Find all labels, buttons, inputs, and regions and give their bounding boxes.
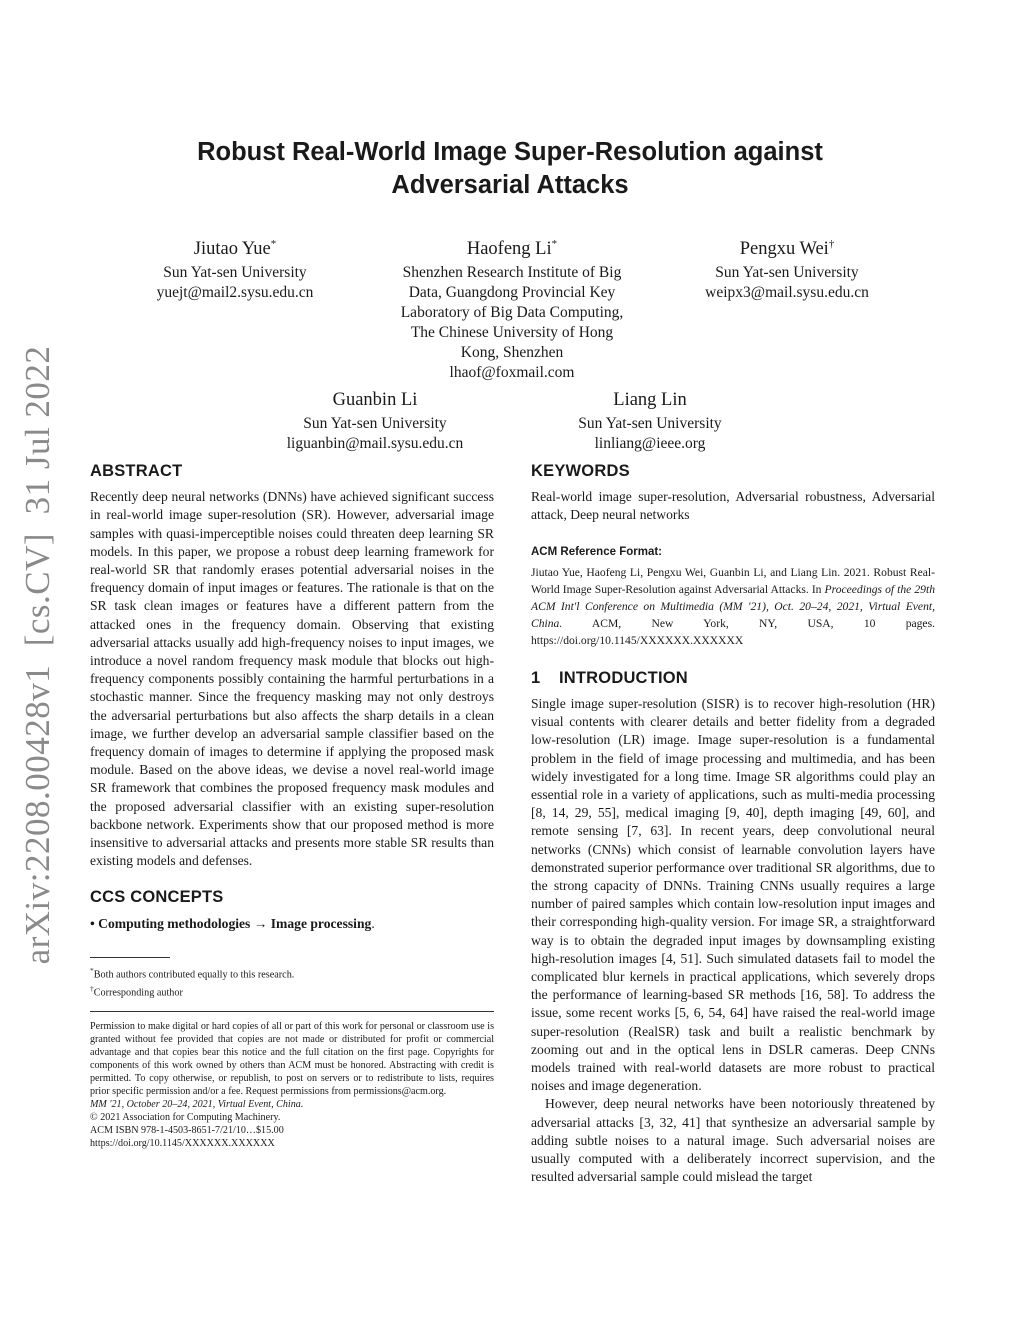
title-line-1: Robust Real-World Image Super-Resolution against	[197, 138, 823, 166]
author-affiliation: Sun Yat-sen University	[715, 264, 859, 282]
author-email: yuejt@mail2.sysu.edu.cn	[156, 284, 314, 302]
footnote-1	[90, 964, 494, 982]
author-affiliation: Kong, Shenzhen	[460, 344, 564, 362]
abstract-text: Recently deep neural networks (DNNs) have achieved significant success in real-world image super-resolution (SR). However, adversarial image samples with quasi-imperceptible noises could threaten deep learning SR models. In this paper, we propose a robust deep learning framework for real-world SR that randomly erases potential adversarial noises in the frequency domain of input images or features. The rationale is that on the SR task clean images or features have a different pattern from the attacked ones in the frequency domain. Observing that existing adversarial attacks usually add high-frequency noises to input images, we introduce a novel random frequency mask module that blocks out high-frequency components possibly containing the harmful perturbations in a stochastic manner. Since the frequency masking may not only destroys the adversarial perturbations but also affects the sharp details in a clean image, we further develop an adversarial sample classifier based on the frequency domain of images to determine if applying the proposed mask module. Based on the above ideas, we devise a novel real-world image SR framework that combines the proposed frequency mask modules and the proposed adversarial classifier with an existing super-resolution backbone network. Experiments show that our proposed method is more insensitive to adversarial attacks and presents more stable SR results than existing models and defenses.	[90, 489, 494, 869]
author-mark: *	[270, 238, 277, 250]
acm-ref-heading: ACM Reference Format:	[531, 545, 662, 558]
acm-ref-tail: ACM, New York, NY, USA, 10 pages. https://doi.org/10.1145/XXXXXX.XXXXXX	[531, 616, 935, 647]
arxiv-stamp-text: arXiv:2208.00428v1 [cs.CV] 31 Jul 2022	[18, 345, 57, 965]
intro-paragraph: However, deep neural networks have been notoriously threatened by adversarial attacks [3, 32, 41] that synthesize an adversarial sample by adding subtle noises to a natural image. Such adversarial noises are usually computed with a deliberately incorrect supervision, and the resulted adversarial sample could mislead the target	[531, 1096, 935, 1185]
author-mark: †	[828, 238, 835, 250]
title-line-2: Adversarial Attacks	[391, 171, 629, 199]
author-affiliation: Data, Guangdong Provincial Key	[408, 284, 616, 302]
author-name: Guanbin Li	[332, 390, 418, 410]
arxiv-stamp	[8, 0, 68, 1325]
author-name: Liang Lin	[613, 390, 687, 410]
intro-heading	[531, 669, 935, 687]
intro-title: INTRODUCTION	[559, 668, 688, 687]
paper-title	[120, 136, 900, 202]
permission-rule	[90, 1011, 494, 1012]
footnote-text: Corresponding author	[93, 987, 183, 999]
author-email: weipx3@mail.sysu.edu.cn	[705, 284, 869, 302]
author-block	[382, 232, 642, 383]
doi-line: https://doi.org/10.1145/XXXXXX.XXXXXX	[90, 1137, 275, 1149]
author-affiliation: The Chinese University of Hong	[410, 324, 614, 342]
isbn-line: ACM ISBN 978-1-4503-8651-7/21/10…$15.00	[90, 1124, 284, 1136]
acm-ref-authors: Jiutao Yue, Haofeng Li, Pengxu Wei, Guanbin Li, and Liang Lin. 2021. Robust Real-World Image Super-Resolution against Adversarial Attacks. In	[531, 565, 935, 596]
author-block	[682, 232, 892, 303]
intro-paragraph: Single image super-resolution (SISR) is to recover high-resolution (HR) visual contents with clearer details and better fidelity from a degraded low-resolution (LR) image. Image super-resolution is a fundamental problem in the field of image processing and multimedia, and has been widely investigated for a long time. Image SR algorithms could play an essential role in a variety of applications, such as multi-media processing [8, 14, 29, 55], medical imaging [9, 40], depth imaging [49, 60], and remote sensing [7, 63]. In recent years, deep convolutional neural networks (CNNs) which consist of learnable convolution layers have demonstrated superior performance over traditional SR algorithms, due to the strong capacity of DNNs. Training CNNs usually requires a large number of paired samples which contain low-resolution input images and their corresponding high-quality version. For image SR, a straightforward way is to obtain the degraded input images by downsampling existing high-resolution images [4, 51]. Such simulated datasets fail to model the complicated blur kernels in practical applications, which severely drops the performance of learning-based SR methods [16, 58]. To address the issue, some recent works [5, 6, 54, 64] have raised the real-world image super-resolution (RealSR) task and built a realistic benchmark by zooming out and in the optical lens in DSLR cameras. Deep CNNs models trained with real-world datasets are more robust to practical noises and image degeneration.	[531, 696, 935, 1094]
ccs-item-text: • Computing methodologies → Image processing	[90, 915, 372, 931]
keywords-heading: KEYWORDS	[531, 462, 630, 480]
footnote-2	[90, 982, 494, 1000]
conference-line: MM '21, October 20–24, 2021, Virtual Event, China.	[90, 1098, 304, 1110]
author-block	[545, 388, 755, 454]
author-email: liguanbin@mail.sysu.edu.cn	[286, 435, 464, 452]
author-affiliation: Sun Yat-sen University	[303, 415, 447, 432]
author-affiliation: Sun Yat-sen University	[578, 415, 722, 432]
author-mark: *	[551, 238, 558, 250]
author-block	[130, 232, 340, 303]
intro-number: 1	[531, 668, 541, 687]
copyright-line: © 2021 Association for Computing Machinery.	[90, 1111, 281, 1123]
author-affiliation: Shenzhen Research Institute of Big	[402, 264, 622, 282]
keywords-text: Real-world image super-resolution, Adversarial robustness, Adversarial attack, Deep neural networks	[531, 489, 935, 523]
author-affiliation: Laboratory of Big Data Computing,	[400, 304, 624, 322]
author-block	[260, 388, 490, 454]
ccs-item-period: .	[371, 915, 375, 931]
footnote-rule	[90, 957, 170, 958]
abstract-heading: ABSTRACT	[90, 462, 183, 480]
author-name: Jiutao Yue	[193, 239, 271, 260]
permission-text: Permission to make digital or hard copies of all or part of this work for personal or classroom use is granted without fee provided that copies are not made or distributed for profit or commercial advantage and that copies bear this notice and the full citation on the first page. Copyrights for components of this work owned by others than ACM must be honored. Abstracting with credit is permitted. To copy otherwise, or republish, to post on servers or to redistribute to lists, requires prior specific permission and/or a fee. Request permissions from permissions@acm.org.	[90, 1020, 494, 1097]
right-column	[531, 462, 935, 1187]
footnote-text: Both authors contributed equally to this research.	[93, 969, 295, 981]
author-name: Pengxu Wei	[739, 239, 829, 260]
footnote-mark: *	[90, 965, 94, 975]
author-affiliation: Sun Yat-sen University	[163, 264, 307, 282]
ccs-heading: CCS CONCEPTS	[90, 888, 224, 907]
author-name: Haofeng Li	[466, 239, 552, 260]
footnote-mark: †	[90, 983, 94, 993]
left-column	[90, 462, 494, 1150]
acm-ref-venue: Proceedings of the 29th ACM Int'l Conference on Multimedia (MM '21), Oct. 20–24, 2021, Virtual Event, China.	[531, 582, 935, 630]
ccs-item	[90, 915, 494, 933]
author-email: linliang@ieee.org	[594, 435, 706, 452]
acm-ref-text	[531, 564, 935, 649]
author-email: lhaof@foxmail.com	[449, 364, 575, 382]
